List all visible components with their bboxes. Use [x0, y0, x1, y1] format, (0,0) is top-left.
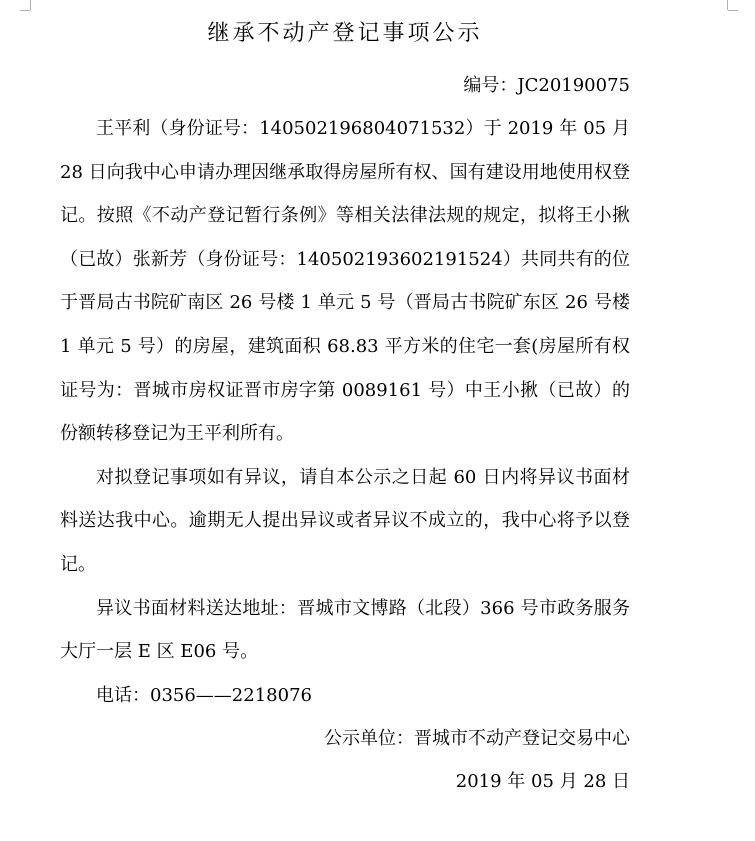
document-title: 继承不动产登记事项公示: [207, 21, 483, 46]
paragraph-main: 王平利（身份证号：140502196804071532）于 2019 年 05 月 28 日向我中心申请办理因继承取得房屋所有权、国有建设用地使用权登记。按照《不动产登记暂行条例》等相关法律法规的规定，拟将王小揪（已故）张新芳（身份证号：140502193602191524）共同共有的位于晋局古书院矿南区 26 号楼 1 单元 5 号（晋局古书院矿东区 26 号楼 1 单元 5 号）的房屋，建筑面积 68.83 平方米的住宅一套(房屋所有权证号为：晋城市房权证晋市房字第 0089161 号）中王小揪（已故）的份额转移登记为王平利所有。: [60, 118, 630, 445]
phone-line: 电话：0356——2218076: [96, 684, 312, 706]
serial-number: 编号：JC20190075: [463, 75, 630, 96]
paragraph-address: 异议书面材料送达地址：晋城市文博路（北段）366 号市政务服务大厅一层 E 区 E06 号。: [60, 597, 630, 663]
crop-mark-top-left-horizontal: [20, 10, 30, 11]
crop-mark-top-right-horizontal: [728, 10, 738, 11]
paragraph-objection: 对拟登记事项如有异议，请自本公示之日起 60 日内将异议书面材料送达我中心。逾期无人提出异议或者异议不成立的，我中心将予以登记。: [60, 466, 630, 575]
publisher-line: 公示单位：晋城市不动产登记交易中心: [324, 727, 630, 749]
crop-mark-top-right: [727, 0, 728, 10]
date-line: 2019 年 05 月 28 日: [455, 770, 630, 792]
crop-mark-top-left: [30, 0, 31, 10]
document-page: [60, 14, 630, 803]
